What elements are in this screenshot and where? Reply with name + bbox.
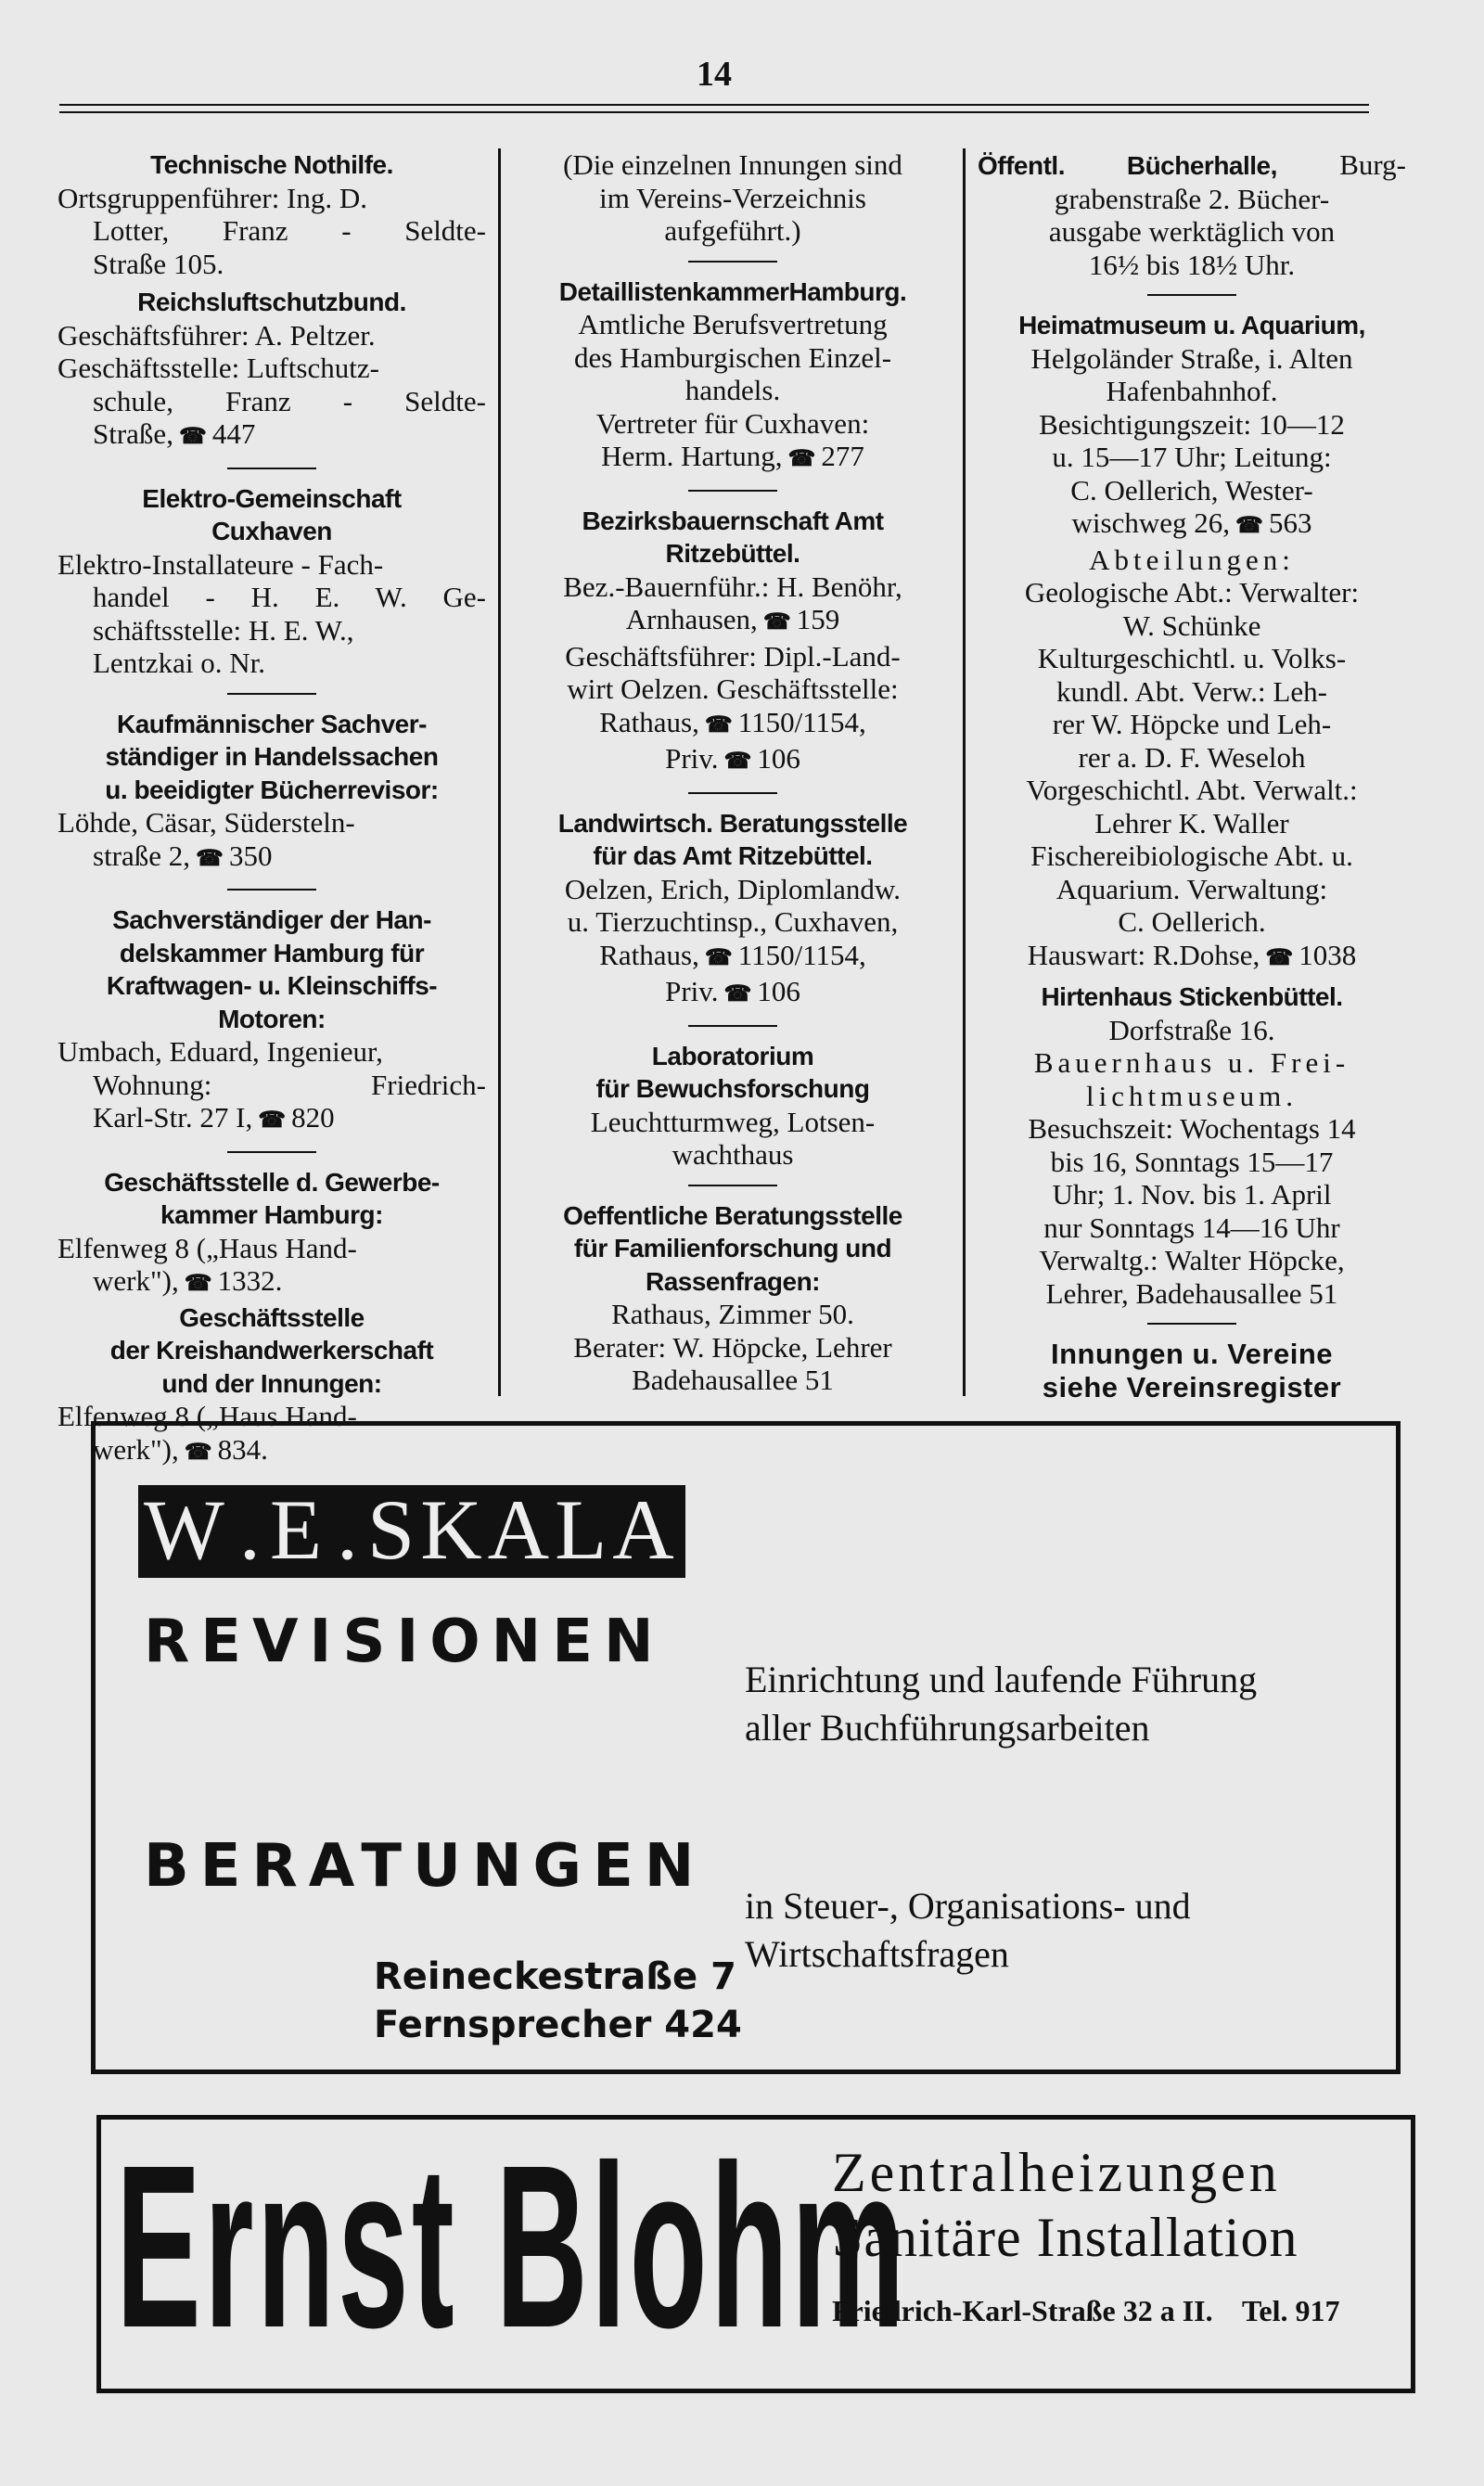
entry-bezirksbauernschaft (514, 505, 952, 779)
separator (227, 889, 316, 891)
entry-line: Elfenweg 8 („Haus Hand- (58, 1400, 357, 1432)
entry-line: (Die einzelnen Innungen sind (563, 148, 902, 181)
entry-line: des Hamburgischen Einzel- (573, 340, 892, 374)
entry-line: Geologische Abt.: Verwalter: (1024, 576, 1360, 609)
entry-line: nur Sonntags 14—16 Uhr (1043, 1211, 1340, 1244)
ad-contact: Friedrich-Karl-Straße 32 a II. Tel. 917 (832, 2294, 1340, 2327)
top-rule (59, 111, 1369, 113)
entry-line: Helgoländer Straße, i. Alten (1030, 341, 1353, 375)
entry-line: aufgeführt.) (664, 214, 801, 247)
entry-title: DetaillistenkammerHamburg. (558, 276, 907, 306)
entry-line: W. Schünke (1122, 609, 1261, 642)
advertisement-blohm (96, 2115, 1415, 2393)
telephone-receiver-icon: ☎ (184, 1272, 212, 1296)
entry-line: Badehausallee 51 (632, 1364, 834, 1396)
entry-line: schule, Franz - Seldte- (93, 384, 486, 417)
entry-line: Vorgeschichtl. Abt. Verwalt.: (1026, 774, 1358, 806)
entry-line (978, 148, 1406, 183)
phone-number: 1332. (217, 1264, 283, 1297)
entry-text: wischweg 26, (1071, 506, 1231, 539)
entry-line: lichtmuseum. (1086, 1079, 1298, 1112)
entry-title: Laboratorium (651, 1041, 814, 1070)
separator (227, 693, 316, 695)
ad-description-line: in Steuer-, Organisations- und (745, 1885, 1191, 1927)
phone-number: 106 (757, 975, 800, 1007)
entry-elektro-gemeinschaft (58, 482, 486, 680)
entry-title: Bezirksbauernschaft Amt (582, 506, 884, 535)
column-divider (498, 148, 501, 1396)
entry-text: Priv. (665, 742, 719, 775)
entry-line: Kulturgeschichtl. u. Volks- (1037, 642, 1347, 674)
entry-text: Hauswart: R.Dohse, (1027, 938, 1260, 971)
top-rule (59, 104, 1369, 106)
entry-text: Arnhausen, (625, 603, 758, 635)
entry-line: Besuchszeit: Wochentags 14 (1028, 1112, 1356, 1145)
entry-title: Elektro-Gemeinschaft (142, 483, 402, 513)
phone-number: 563 (1268, 506, 1312, 539)
telephone-receiver-icon: ☎ (723, 750, 752, 774)
entry-line: Verwaltg.: Walter Höpcke, (1039, 1244, 1345, 1276)
entry-familienforschung (514, 1199, 952, 1397)
entry-line: ausgabe werktäglich von (1048, 215, 1336, 248)
telephone-receiver-icon: ☎ (704, 712, 733, 737)
telephone-receiver-icon: ☎ (258, 1108, 287, 1133)
entry-line: Löhde, Cäsar, Südersteln- (58, 806, 355, 839)
telephone-receiver-icon: ☎ (704, 945, 733, 970)
advertisement-skala (91, 1421, 1401, 2074)
logo-letter: E (264, 1485, 333, 1578)
entry-technische-nothilfe (58, 148, 486, 280)
entry-subheading: Abteilungen: (1089, 543, 1295, 576)
entry-title: u. beeidigter Bücherrevisor: (105, 775, 439, 804)
entry-text: Rathaus, (599, 705, 699, 738)
entry-reichsluftschutzbund (58, 286, 486, 455)
entry-line: Besichtigungszeit: 10—12 (1039, 407, 1345, 441)
entry-line: Fischereibiologische Abt. u. (1030, 839, 1353, 872)
entry-title: ständiger in Handelssachen (105, 742, 439, 771)
telephone-receiver-icon: ☎ (787, 447, 816, 471)
entry-line: handel - H. E. W. Ge- (93, 581, 486, 613)
entry-title: kammer Hamburg: (160, 1200, 383, 1229)
entry-line (58, 839, 486, 877)
entry-line (58, 1264, 486, 1301)
entry-line: rer W. Höpcke und Leh- (1052, 708, 1332, 740)
entry-line: Rathaus, Zimmer 50. (611, 1298, 854, 1330)
entry-line: Lotter, Franz - Seldte- (93, 214, 486, 247)
phone-number: 1150/1154, (737, 705, 866, 738)
entry-line: kundl. Abt. Verw.: Leh- (1056, 674, 1327, 708)
entry-title: Sachverständiger der Han- (112, 905, 431, 934)
entry-detaillistenkammer (514, 276, 952, 477)
separator (688, 792, 777, 794)
separator (688, 1185, 777, 1186)
entry-line: u. 15—17 Uhr; Leitung: (1052, 441, 1332, 473)
entry-title: Geschäftsstelle (179, 1302, 365, 1332)
entry-line: Vertreter für Cuxhaven: (595, 406, 870, 440)
entry-line: Amtliche Berufsvertretung (578, 308, 888, 340)
entry-line: Bez.-Bauernführ.: H. Benöhr, (563, 570, 902, 603)
entry-line (514, 603, 952, 640)
entry-text: Rathaus, (599, 938, 699, 971)
entry-line: Geschäftsführer: Dipl.-Land- (565, 639, 901, 673)
entry-title: Öffentl. Bücherhalle, (978, 151, 1277, 180)
entry-landwirtschaftliche-beratungsstelle (514, 807, 952, 1012)
logo-dot: . (236, 1485, 264, 1578)
entry-line: Dorfstraße 16. (1108, 1013, 1275, 1046)
phone-number: 820 (291, 1101, 335, 1134)
entry-title: Geschäftsstelle d. Gewerbe- (104, 1167, 440, 1197)
telephone-receiver-icon: ☎ (723, 982, 752, 1006)
entry-text: Herm. Hartung, (601, 440, 783, 472)
entry-line (514, 706, 952, 743)
separator (688, 261, 777, 263)
entry-text: Karl-Str. 27 I, (93, 1101, 253, 1134)
separator (1147, 1323, 1236, 1325)
entry-line: Geschäftsführer: A. Peltzer. (58, 318, 376, 352)
entry-line (58, 1101, 486, 1138)
entry-line: Elfenweg 8 („Haus Hand- (58, 1231, 357, 1264)
telephone-receiver-icon: ☎ (184, 1440, 212, 1465)
separator (688, 490, 777, 492)
ad-headline: REVISIONEN (144, 1608, 665, 1676)
entry-title: Motoren: (218, 1004, 326, 1033)
service-line: Zentralheizungen (832, 2142, 1281, 2203)
company-name: Ernst Blohm (116, 2117, 908, 2376)
ad-address (374, 1953, 742, 2049)
entry-line: wachthaus (672, 1138, 794, 1171)
entry-line: Lehrer K. Waller (1094, 806, 1289, 839)
ad-description-line: Wirtschaftsfragen (745, 1933, 1009, 1975)
phone-number: 277 (821, 440, 864, 472)
entry-line (514, 742, 952, 779)
logo-letter: W (138, 1485, 236, 1578)
entry-title: Hirtenhaus Stickenbüttel. (1041, 982, 1343, 1011)
entry-text: Straße, (93, 417, 173, 450)
entry-buecherhalle (978, 148, 1406, 281)
phone-number: 447 (211, 417, 256, 450)
entry-line (514, 440, 952, 477)
entry-line (514, 975, 952, 1012)
entry-laboratorium (514, 1040, 952, 1172)
entry-title: Technische Nothilfe. (150, 150, 393, 179)
telephone-receiver-icon: ☎ (196, 846, 224, 871)
separator (688, 1025, 777, 1027)
entry-line: Bauernhaus u. Frei- (1033, 1046, 1350, 1079)
entry-line: Oelzen, Erich, Diplomlandw. (564, 872, 902, 905)
entry-title: siehe Vereinsregister (1042, 1370, 1342, 1403)
phone-number: 159 (796, 603, 840, 635)
separator (1147, 294, 1236, 296)
phone-number: 1038 (1298, 938, 1357, 971)
entry-title: Heimatmuseum u. Aquarium, (1018, 311, 1365, 340)
entry-intro (514, 148, 952, 248)
telephone-receiver-icon: ☎ (178, 425, 207, 449)
entry-line: Leuchtturmweg, Lotsen- (590, 1105, 876, 1138)
entry-title: für Familienforschung und (573, 1234, 892, 1262)
entry-title: delskammer Hamburg für (119, 938, 425, 967)
entry-line: 16½ bis 18½ Uhr. (1088, 248, 1296, 281)
entry-line (978, 939, 1406, 976)
entry-title: Ritzebüttel. (665, 539, 800, 568)
separator (227, 1151, 316, 1153)
page-number: 14 (697, 55, 732, 94)
entry-line: Geschäftsstelle: Luftschutz- (58, 352, 379, 384)
telephone-receiver-icon: ☎ (1265, 945, 1294, 970)
entry-line: Berater: W. Höpcke, Lehrer (573, 1330, 892, 1364)
entry-line: Ortsgruppenführer: Ing. D. (58, 181, 368, 214)
ad-headline: BERATUNGEN (144, 1832, 706, 1901)
entry-title: und der Innungen: (161, 1368, 382, 1398)
entry-title: der Kreishandwerkerschaft (109, 1336, 434, 1365)
entry-title: Kraftwagen- u. Kleinschiffs- (106, 971, 438, 1000)
entry-hirtenhaus (978, 980, 1406, 1310)
entry-heimatmuseum (978, 309, 1406, 975)
entry-line: Aquarium. Verwaltung: (1055, 872, 1328, 905)
entry-line: wirt Oelzen. Geschäftsstelle: (567, 673, 899, 705)
telephone-receiver-icon: ☎ (762, 610, 791, 634)
entry-line: Straße 105. (93, 247, 224, 280)
entry-line: Lentzkai o. Nr. (93, 647, 265, 679)
entry-title: Reichsluftschutzbund. (137, 288, 406, 316)
entry-title: für Bewuchsforschung (595, 1074, 870, 1103)
ad-description (745, 1882, 1191, 1979)
entry-line: rer a. D. F. Weseloh (1078, 740, 1306, 774)
logo-word: SKALA (362, 1485, 685, 1578)
entry-line: Hafenbahnhof. (1106, 375, 1278, 407)
ad-address-line: Reineckestraße 7 (374, 1955, 736, 1998)
entry-title: Kaufmännischer Sachver- (117, 709, 427, 738)
ad-address-line: Fernsprecher 424 (374, 2004, 742, 2046)
entry-innungen-vereine (978, 1338, 1406, 1403)
entry-line: grabenstraße 2. Bücher- (1054, 182, 1330, 215)
entry-line: Lehrer, Badehausallee 51 (1045, 1276, 1338, 1310)
entry-sachverstaendiger-kraftwagen (58, 903, 486, 1138)
phone-number: 106 (757, 742, 800, 775)
separator (227, 468, 316, 469)
phone-number: 350 (228, 839, 273, 872)
skala-logo (138, 1482, 685, 1578)
entry-title: für das Amt Ritzebüttel. (593, 841, 873, 870)
column-2 (514, 148, 952, 1403)
entry-line: u. Tierzuchtinsp., Cuxhaven, (567, 905, 899, 938)
ad-description-line: Einrichtung und laufende Führung (745, 1659, 1258, 1700)
entry-title: Oeffentliche Beratungsstelle (563, 1200, 902, 1230)
phone-number: 1150/1154, (737, 938, 866, 971)
entry-sachverstaendiger-handelssachen (58, 708, 486, 877)
entry-line: handels. (684, 374, 781, 406)
entry-title: Innungen u. Vereine (1050, 1338, 1334, 1370)
entry-line: bis 16, Sonntags 15—17 (1050, 1145, 1334, 1178)
column-divider (963, 148, 966, 1396)
entry-text: werk"), (93, 1264, 179, 1297)
entry-text: Burg- (1339, 148, 1406, 181)
ad-services (832, 2140, 1379, 2335)
logo-dot: . (333, 1485, 362, 1578)
phone-number: 834. (217, 1432, 268, 1466)
entry-text: Priv. (665, 975, 719, 1007)
entry-line: Wohnung: Friedrich- (93, 1068, 486, 1101)
service-line: Sanitäre Installation (832, 2207, 1298, 2268)
entry-line: C. Oellerich. (1118, 905, 1266, 938)
column-3 (978, 148, 1406, 1403)
entry-line: schäftsstelle: H. E. W., (93, 613, 354, 647)
entry-title: Cuxhaven (211, 517, 332, 545)
entry-line: Uhr; 1. Nov. bis 1. April (1052, 1178, 1332, 1211)
entry-line (514, 939, 952, 976)
entry-line (58, 417, 486, 455)
entry-line: Elektro-Installateure - Fach- (58, 547, 384, 581)
column-1 (58, 148, 486, 1466)
entry-line (978, 506, 1406, 544)
entry-title: Landwirtsch. Beratungsstelle (557, 808, 908, 838)
telephone-receiver-icon: ☎ (1235, 514, 1263, 538)
ad-description-line: aller Buchführungsarbeiten (745, 1707, 1150, 1749)
entry-title: Rassenfragen: (645, 1266, 820, 1296)
entry-line: im Vereins-Verzeichnis (599, 181, 866, 214)
entry-text: straße 2, (93, 839, 191, 872)
ad-description (745, 1656, 1257, 1752)
entry-text: werk"), (93, 1432, 179, 1466)
entry-line: C. Oellerich, Wester- (1070, 473, 1313, 506)
entry-line: Umbach, Eduard, Ingenieur, (58, 1035, 383, 1068)
